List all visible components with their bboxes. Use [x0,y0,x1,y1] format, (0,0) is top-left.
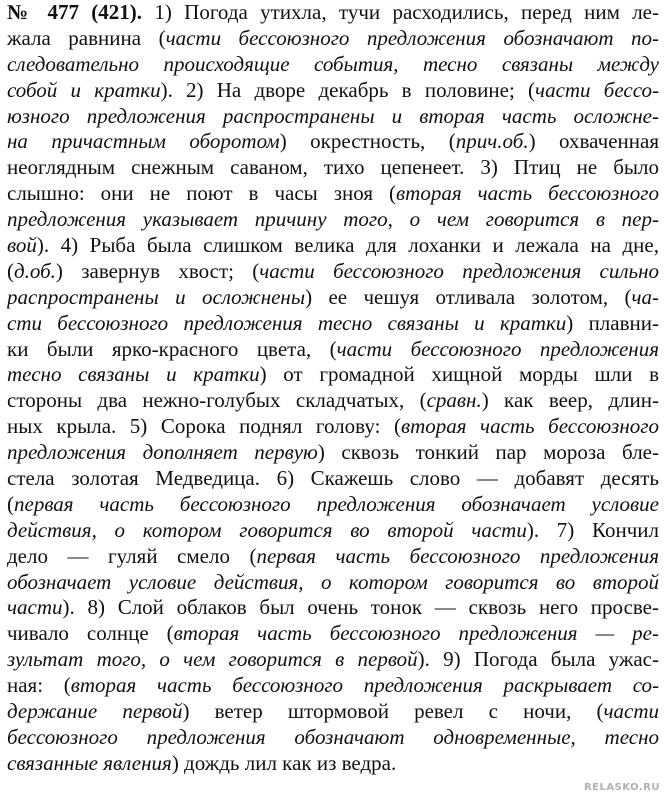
italic-annotation: тесно связаны и кратки [7,362,260,387]
sentence-text: дело — гуляй смело ( [7,543,257,568]
sentence-text: ) ее чешуя отливала золотом, ( [305,284,632,309]
sentence-text: чивало солнце ( [7,621,174,646]
sentence-text: ). 2) На дворе декабрь в половине; ( [160,77,536,102]
italic-annotation: держание первой [7,699,183,724]
text-line [7,621,659,647]
italic-annotation: вторая часть бессоюзного [396,181,659,206]
text-line [7,362,659,388]
italic-annotation: предложения дополняет первую [7,440,318,465]
text-line [7,570,659,596]
exercise-number: № 477 (421). [7,0,143,24]
italic-annotation: связанные явления [7,750,172,775]
italic-annotation: прич.об. [455,129,529,154]
text-line [7,0,659,26]
italic-annotation: действия, о котором говорится во второй части [7,517,527,542]
italic-annotation: сти бессоюзного предложения тесно связаны и кратки [7,310,567,335]
text-line [7,285,659,311]
italic-annotation: следовательно происходящие события, тесно связаны между [7,51,659,76]
text-line [7,725,659,751]
italic-annotation: части [603,699,659,724]
italic-annotation: части бессоюзного предложения [336,336,659,361]
sentence-text: жала равнина ( [7,25,166,50]
sentence-text: ) окрестность, ( [279,129,456,154]
text-line [7,388,659,414]
sentence-text: ). 9) Погода была ужас- [417,647,659,672]
sentence-text: ). 7) Кончил [526,517,659,542]
text-line [7,466,659,492]
sentence-text: 1) Погода утихла, тучи расходились, перед ним ле- [142,0,659,24]
italic-annotation: вой [7,233,37,258]
exercise-text [7,0,659,777]
text-line [7,699,659,725]
text-line [7,492,659,518]
site-watermark: RELASKO.RU [583,782,660,793]
text-line [7,181,659,207]
italic-annotation: части бессоюзного предложения обозначают по- [165,25,659,50]
sentence-text: ных крыла. 5) Сорока поднял голову: ( [7,414,401,439]
sentence-text: ная: ( [7,673,71,698]
italic-annotation: вторая часть бессоюзного предложения — ре- [173,621,659,646]
sentence-text: ки были ярко-красного цвета, ( [7,336,337,361]
italic-annotation: части бессо- [535,77,659,102]
sentence-text: ) от громадной хищной морды шли в [259,362,659,387]
sentence-text: стела золотая Медведица. 6) Скажешь слово — добавят десять [7,466,659,491]
sentence-text: ) дождь лил как из ведра. [171,750,397,775]
text-line [7,104,659,130]
sentence-text: ). 4) Рыба была слишком велика для лоханки и лежала на дне, [36,233,659,258]
text-line [7,440,659,466]
sentence-text: ) как веер, длин- [481,388,659,413]
sentence-text: ) плавни- [566,310,659,335]
text-line [7,78,659,104]
italic-annotation: вторая часть бессоюзного [400,414,659,439]
italic-annotation: сравн. [426,388,482,413]
text-line [7,414,659,440]
italic-annotation: собой и кратки [7,77,161,102]
sentence-text: ( [7,258,14,283]
sentence-text: ). 8) Слой облаков был очень тонок — сквозь него просве- [62,595,659,620]
italic-annotation: юзного предложения распространены и вторая часть осложне- [7,103,659,128]
sentence-text: ) ветер штормовой ревел с ночи, ( [182,699,604,724]
text-line [7,26,659,52]
text-line [7,544,659,570]
italic-annotation: на причастным оборотом [7,129,280,154]
text-line [7,207,659,233]
sentence-text: ) завернув хвост; ( [55,258,260,283]
text-line [7,311,659,337]
italic-annotation: ча- [631,284,659,309]
text-line [7,155,659,181]
sentence-text: слышно: они не поют в часы зноя ( [7,181,397,206]
sentence-text: стороны два нежно-голубых складчатых, ( [7,388,427,413]
italic-annotation: первая часть бессоюзного предложения [256,543,659,568]
text-line [7,595,659,621]
text-line [7,673,659,699]
sentence-text: неоглядным снежным саваном, тихо цепенеет. 3) Птиц не было [7,155,659,180]
italic-annotation: распространены и осложнены [7,284,306,309]
text-line [7,233,659,259]
text-line [7,751,659,777]
italic-annotation: первая часть бессоюзного предложения обозначает условие [14,491,659,516]
text-line [7,518,659,544]
sentence-text: ) охваченная [528,129,659,154]
sentence-text: ) сквозь тонкий пар мороза бле- [317,440,659,465]
text-line [7,647,659,673]
text-line [7,259,659,285]
text-line [7,52,659,78]
sentence-text: ( [7,491,14,516]
italic-annotation: зультат того, о чем говорится в первой [7,647,418,672]
italic-annotation: части бессоюзного предложения сильно [259,258,659,283]
italic-annotation: части [7,595,63,620]
text-line [7,337,659,363]
italic-annotation: бессоюзного предложения обозначают одновременные, тесно [7,724,659,749]
italic-annotation: обозначает условие действия, о котором говорится во второй [7,569,659,594]
italic-annotation: вторая часть бессоюзного предложения раскрывает со- [70,673,659,698]
text-line [7,129,659,155]
italic-annotation: д.об. [14,258,56,283]
italic-annotation: предложения указывает причину того, о чем говорится в пер- [7,207,659,232]
